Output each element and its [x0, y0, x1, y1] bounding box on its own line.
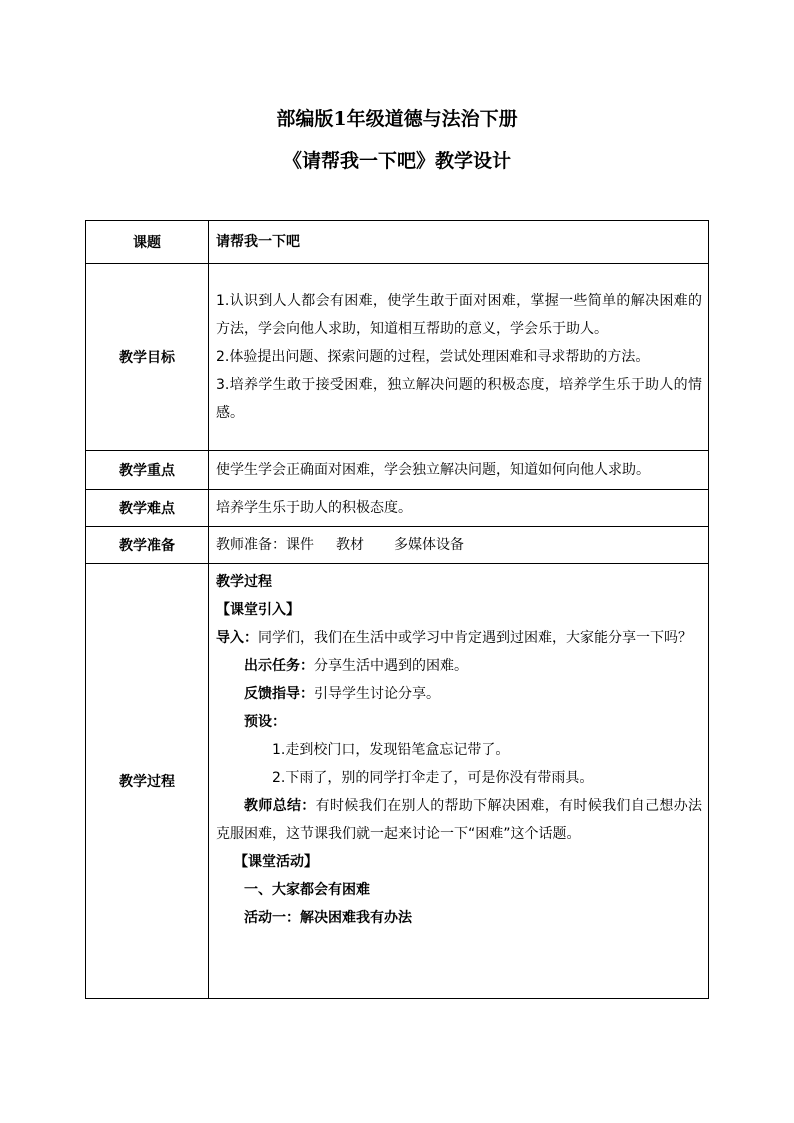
- prep-item: 教师准备：课件: [216, 537, 314, 553]
- row-goals: [86, 264, 709, 451]
- label-goals: 教学目标: [86, 264, 209, 451]
- feedback-text: 引导学生讨论分享。: [314, 686, 440, 702]
- document-subtitle: 《请帮我一下吧》教学设计: [282, 150, 511, 172]
- value-topic: 请帮我一下吧: [209, 221, 709, 264]
- process-heading: 教学过程: [216, 574, 272, 590]
- value-key-points: 使学生学会正确面对困难，学会独立解决问题，知道如何向他人求助。: [209, 451, 709, 490]
- value-difficulties: 培养学生乐于助人的积极态度。: [209, 490, 709, 527]
- goal-item: 3.培养学生敢于接受困难，独立解决问题的积极态度，培养学生乐于助人的情感。: [216, 377, 702, 421]
- section-heading: 一、大家都会有困难: [244, 882, 370, 898]
- label-preparation: 教学准备: [86, 527, 209, 564]
- activity-heading: 【课堂活动】: [234, 854, 318, 870]
- goal-item: 2.体验提出问题、探索问题的过程，尝试处理困难和寻求帮助的方法。: [216, 349, 650, 365]
- task-text: 分享生活中遇到的困难。: [314, 658, 468, 674]
- prep-item: 多媒体设备: [394, 537, 464, 553]
- intro-heading: 【课堂引入】: [216, 602, 300, 618]
- row-process: [86, 564, 709, 999]
- task-paragraph: [216, 652, 702, 680]
- lead-label: 导入：: [216, 630, 258, 646]
- lesson-plan-table: [85, 220, 709, 999]
- row-key-points: [86, 451, 709, 490]
- preset-item: 2.下雨了，别的同学打伞走了，可是你没有带雨具。: [272, 770, 594, 786]
- row-difficulties: [86, 490, 709, 527]
- label-process: 教学过程: [86, 564, 209, 999]
- row-topic: [86, 221, 709, 264]
- activity-heading-1: 活动一：解决困难我有办法: [244, 910, 412, 926]
- label-topic: 课题: [86, 221, 209, 264]
- document-title: 部编版1年级道德与法治下册: [276, 108, 518, 130]
- lead-paragraph: [216, 624, 702, 652]
- summary-text: 有时候我们在别人的帮助下解决困难，有时候我们自己想办法克服困难，这节课我们就一起来讨论一下“困难”这个话题。: [216, 798, 703, 842]
- preset-item: 1.走到校门口，发现铅笔盒忘记带了。: [272, 742, 510, 758]
- lead-text: 同学们，我们在生活中或学习中肯定遇到过困难，大家能分享一下吗？: [258, 630, 692, 646]
- feedback-paragraph: [216, 680, 702, 708]
- value-preparation: [209, 527, 709, 564]
- row-preparation: [86, 527, 709, 564]
- label-key-points: 教学重点: [86, 451, 209, 490]
- preset-label: 预设：: [244, 714, 286, 730]
- label-difficulties: 教学难点: [86, 490, 209, 527]
- value-process: [209, 564, 709, 999]
- task-label: 出示任务：: [244, 658, 314, 674]
- summary-paragraph: [216, 792, 702, 848]
- goal-item: 1.认识到人人都会有困难，使学生敢于面对困难，掌握一些简单的解决困难的方法，学会向他人求助，知道相互帮助的意义，学会乐于助人。: [216, 293, 702, 337]
- feedback-label: 反馈指导：: [244, 686, 314, 702]
- value-goals: [209, 264, 709, 451]
- summary-label: 教师总结：: [244, 798, 316, 814]
- prep-item: 教材: [336, 537, 364, 553]
